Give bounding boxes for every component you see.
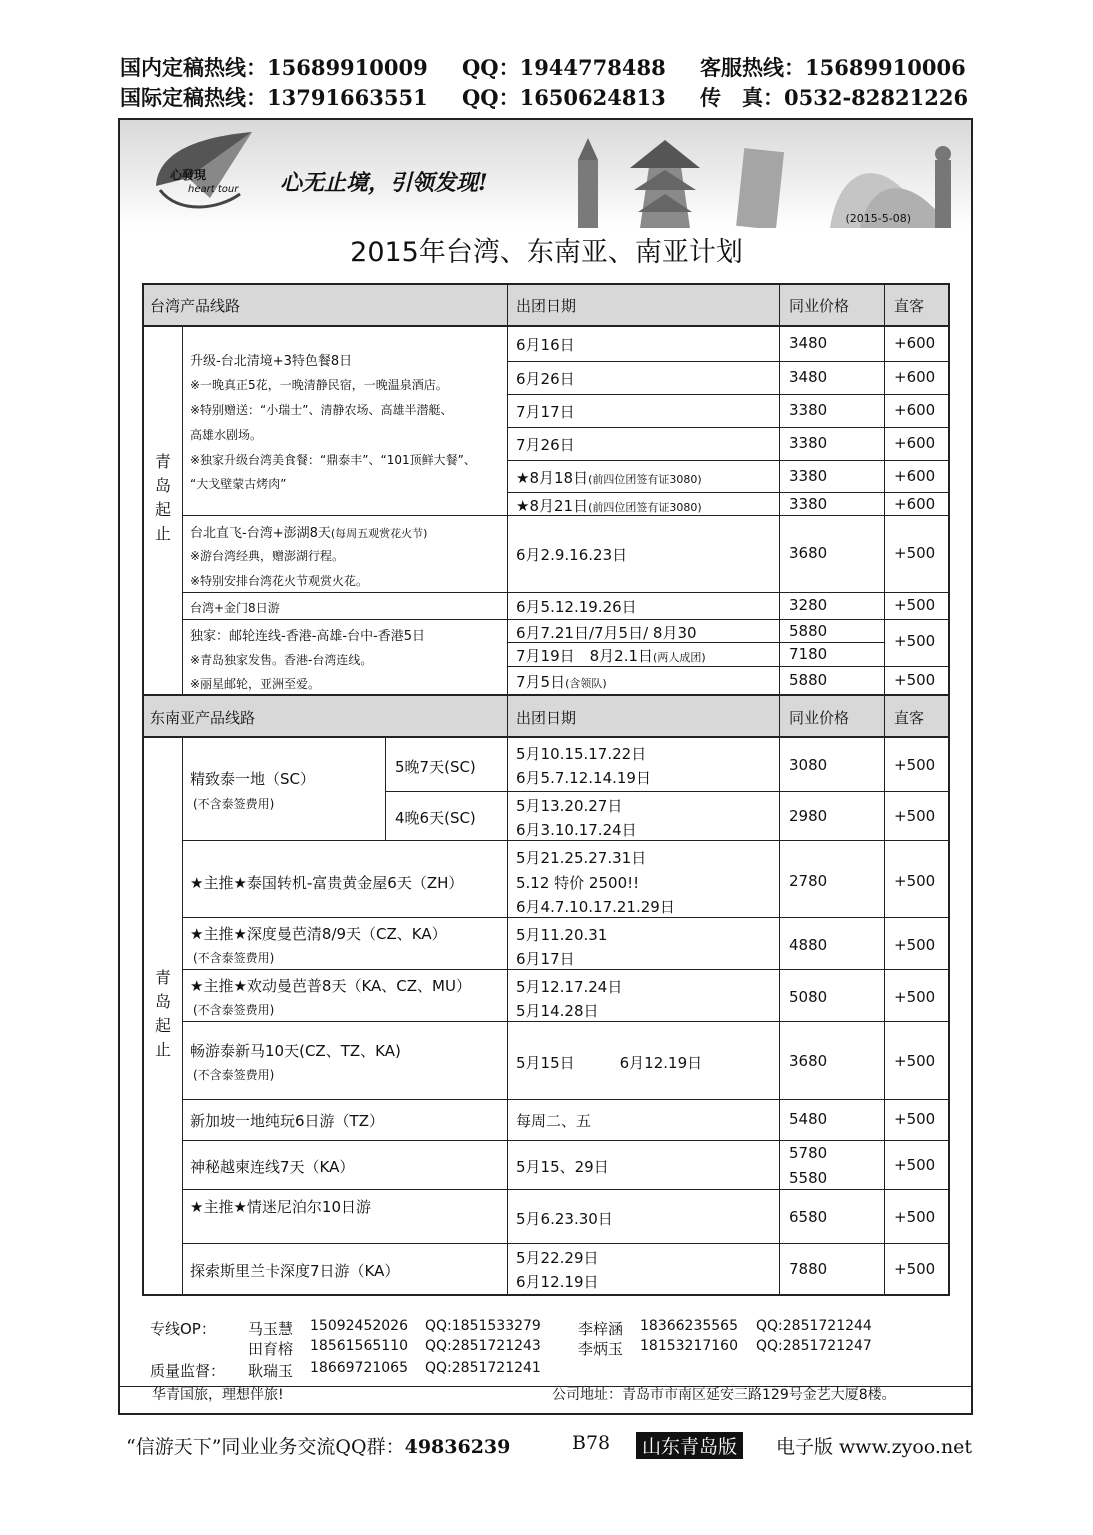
departure-date: 7月26日 — [516, 436, 575, 454]
taiwan-section-header: 台湾产品线路 — [150, 297, 241, 315]
route-name: 台北直飞-台湾+澎湖8天(每周五观赏花火节) — [190, 526, 428, 541]
direct-price: +500 — [894, 756, 936, 774]
route-name: 独家：邮轮连线-香港-高雄-台中-香港5日 — [190, 629, 426, 644]
departure-date: 7月5日(含领队) — [516, 673, 607, 691]
departure-date: 6月7.21日/7月5日/ 8月30 — [516, 624, 697, 642]
departure-date: 5月11.20.31 — [516, 926, 608, 944]
departure-date: 6月5.12.19.26日 — [516, 598, 637, 616]
logo-english: heart tour — [188, 184, 239, 195]
route-name: 畅游泰新马10天(CZ、TZ、KA) — [190, 1042, 401, 1060]
direct-price: +500 — [894, 872, 936, 890]
trade-price: 6580 — [789, 1208, 828, 1226]
route-subnote: (不含泰签费用) — [193, 797, 275, 811]
route-note: ※游台湾经典，赠澎湖行程。 — [190, 549, 345, 563]
op-label: 专线OP： — [150, 1320, 216, 1338]
direct-price: +600 — [894, 401, 936, 419]
hotline-service: 客服热线：15689910006 — [700, 55, 966, 80]
trade-price: 3080 — [789, 756, 828, 774]
route-name: 神秘越柬连线7天（KA） — [190, 1158, 355, 1176]
route-name: ★主推★情迷尼泊尔10日游 — [190, 1198, 371, 1216]
route-subnote: (不含泰签费用) — [193, 1068, 275, 1082]
trade-price: 3680 — [789, 544, 828, 562]
company-slogan: 华青国旅，理想伴旅! — [152, 1387, 284, 1403]
departure-date: ★8月21日(前四位团签有证3080) — [516, 497, 702, 515]
contact-name: 耿瑞玉 — [248, 1362, 294, 1380]
route-note: ※独家升级台湾美食餐：“鼎泰丰”、“101顶鲜大餐”、 — [190, 453, 476, 467]
slogan: 心无止境，引领发现! — [280, 170, 488, 196]
company-address: 公司地址：青岛市市南区延安三路129号金艺大厦8楼。 — [552, 1387, 896, 1403]
departure-date: 6月16日 — [516, 336, 575, 354]
direct-column-header: 直客 — [894, 297, 925, 315]
route-name: 新加坡一地纯玩6日游（TZ） — [190, 1112, 384, 1130]
departure-date: 6月3.10.17.24日 — [516, 821, 637, 839]
footer-site: 电子版 www.zyoo.net — [776, 1436, 973, 1458]
direct-price: +500 — [894, 596, 936, 614]
departure-date: 5月14.28日 — [516, 1002, 599, 1020]
price-column-header: 同业价格 — [789, 297, 850, 315]
direct-price: +500 — [894, 988, 936, 1006]
trade-price: 3380 — [789, 495, 828, 513]
route-note: “大戈壁蒙古烤肉” — [190, 477, 287, 491]
hotline-international-qq: QQ：1650624813 — [462, 85, 666, 110]
origin-label: 青 岛 起 止 — [154, 968, 171, 1059]
trade-price: 3280 — [789, 596, 828, 614]
date-column-header: 出团日期 — [516, 709, 577, 727]
direct-price: +600 — [894, 434, 936, 452]
contact-phone: 18561565110 — [310, 1338, 408, 1354]
contact-name: 田育榕 — [248, 1340, 294, 1358]
direct-price: +500 — [894, 807, 936, 825]
route-note: 高雄水剧场。 — [190, 428, 263, 442]
route-name: 精致泰一地（SC） — [190, 770, 315, 788]
departure-date: 6月5.7.12.14.19日 — [516, 769, 651, 787]
contact-phone: 15092452026 — [310, 1318, 408, 1334]
route-name: 台湾+金门8日游 — [190, 601, 280, 615]
departure-date: 6月26日 — [516, 370, 575, 388]
route-name: ★主推★深度曼芭清8/9天（CZ、KA） — [190, 925, 447, 943]
direct-price: +500 — [894, 1260, 936, 1278]
contact-qq: QQ:1851533279 — [425, 1318, 541, 1334]
departure-date: 7月17日 — [516, 403, 575, 421]
hotline-domestic-qq: QQ：1944778488 — [462, 55, 666, 80]
trade-price: 3480 — [789, 334, 828, 352]
trade-price: 7880 — [789, 1260, 828, 1278]
departure-date: 7月19日 8月2.1日(两人成团) — [516, 647, 706, 665]
route-note: ※青岛独家发售。香港-台湾连线。 — [190, 653, 373, 667]
direct-price: +600 — [894, 368, 936, 386]
footer-group: “信游天下”同业业务交流QQ群：49836239 — [126, 1436, 511, 1458]
direct-price: +500 — [894, 632, 936, 650]
contact-qq: QQ:2851721247 — [756, 1338, 872, 1354]
trade-price: 3380 — [789, 434, 828, 452]
footer-group-number: 49836239 — [404, 1436, 511, 1458]
contact-name: 马玉慧 — [248, 1320, 294, 1338]
departure-date: 5月21.25.27.31日 — [516, 849, 647, 867]
route-subnote: (不含泰签费用) — [193, 951, 275, 965]
contact-qq: QQ:2851721243 — [425, 1338, 541, 1354]
route-name: ★主推★泰国转机-富贵黄金屋6天（ZH） — [190, 874, 464, 892]
departure-date: 5月15日 6月12.19日 — [516, 1054, 703, 1072]
hotline-domestic: 国内定稿热线：15689910009 — [120, 55, 428, 80]
trade-price: 5880 — [789, 671, 828, 689]
route-note: ※一晚真正5花，一晚清静民宿，一晚温泉酒店。 — [190, 378, 448, 392]
route-variant: 5晚7天(SC) — [395, 758, 476, 776]
contact-qq: QQ:2851721244 — [756, 1318, 872, 1334]
departure-date: 6月17日 — [516, 950, 575, 968]
trade-price: 3680 — [789, 1052, 828, 1070]
departure-date: 5.12 特价 2500!! — [516, 874, 640, 892]
trade-price: 2780 — [789, 872, 828, 890]
departure-date: 5月12.17.24日 — [516, 978, 623, 996]
direct-column-header: 直客 — [894, 709, 925, 727]
hotline-international: 国际定稿热线：13791663551 — [120, 85, 428, 110]
departure-date: 5月13.20.27日 — [516, 797, 623, 815]
hotline-fax: 传 真：0532-82821226 — [700, 85, 969, 110]
direct-price: +600 — [894, 495, 936, 513]
banner — [120, 120, 971, 228]
trade-price: 5880 — [789, 622, 828, 640]
direct-price: +500 — [894, 671, 936, 689]
route-note: ※丽星邮轮，亚洲至爱。 — [190, 677, 321, 691]
route-note: ※特别赠送：“小瑞士”、清静农场、高雄半潜艇、 — [190, 403, 453, 417]
direct-price: +500 — [894, 1110, 936, 1128]
logo-text: 心發現 — [170, 168, 207, 182]
departure-date: ★8月18日(前四位团签有证3080) — [516, 469, 702, 487]
departure-date: 6月12.19日 — [516, 1273, 599, 1291]
qa-label: 质量监督： — [150, 1362, 226, 1380]
route-name: 探索斯里兰卡深度7日游（KA） — [190, 1262, 400, 1280]
trade-price: 3380 — [789, 467, 828, 485]
trade-price: 4880 — [789, 936, 828, 954]
departure-date: 5月22.29日 — [516, 1249, 599, 1267]
departure-date: 5月10.15.17.22日 — [516, 745, 647, 763]
direct-price: +500 — [894, 1052, 936, 1070]
trade-price: 3480 — [789, 368, 828, 386]
route-name: ★主推★欢动曼芭普8天（KA、CZ、MU） — [190, 977, 471, 995]
direct-price: +600 — [894, 334, 936, 352]
trade-price: 7180 — [789, 645, 828, 663]
date-column-header: 出团日期 — [516, 297, 577, 315]
departure-date: 6月2.9.16.23日 — [516, 546, 628, 564]
departure-date: 5月6.23.30日 — [516, 1210, 613, 1228]
direct-price: +500 — [894, 1156, 936, 1174]
page-title: 2015年台湾、东南亚、南亚计划 — [350, 237, 743, 268]
contact-phone: 18366235565 — [640, 1318, 738, 1334]
trade-price: 5580 — [789, 1169, 828, 1187]
contact-name: 李炳玉 — [578, 1340, 624, 1358]
contact-name: 李梓涵 — [578, 1320, 624, 1338]
contact-phone: 18153217160 — [640, 1338, 738, 1354]
trade-price: 3380 — [789, 401, 828, 419]
route-subnote: (不含泰签费用) — [193, 1003, 275, 1017]
departure-date: 5月15、29日 — [516, 1158, 609, 1176]
contact-qq: QQ:2851721241 — [425, 1360, 541, 1376]
direct-price: +500 — [894, 1208, 936, 1226]
direct-price: +600 — [894, 467, 936, 485]
footer-page: B78 — [572, 1432, 611, 1454]
price-column-header: 同业价格 — [789, 709, 850, 727]
trade-price: 5780 — [789, 1144, 828, 1162]
trade-price: 5480 — [789, 1110, 828, 1128]
origin-label: 青 岛 起 止 — [154, 452, 171, 543]
footer-edition: 山东青岛版 — [636, 1432, 743, 1459]
departure-date: 每周二、五 — [516, 1112, 592, 1130]
trade-price: 5080 — [789, 988, 828, 1006]
direct-price: +500 — [894, 544, 936, 562]
route-name: 升级-台北清境+3特色餐8日 — [190, 354, 353, 369]
contact-phone: 18669721065 — [310, 1360, 408, 1376]
departure-date: 6月4.7.10.17.21.29日 — [516, 898, 675, 916]
route-note: ※特别安排台湾花火节观赏火花。 — [190, 574, 369, 588]
route-variant: 4晚6天(SC) — [395, 809, 476, 827]
trade-price: 2980 — [789, 807, 828, 825]
direct-price: +500 — [894, 936, 936, 954]
issue-date: (2015-5-08) — [845, 212, 911, 225]
sea-section-header: 东南亚产品线路 — [150, 709, 256, 727]
